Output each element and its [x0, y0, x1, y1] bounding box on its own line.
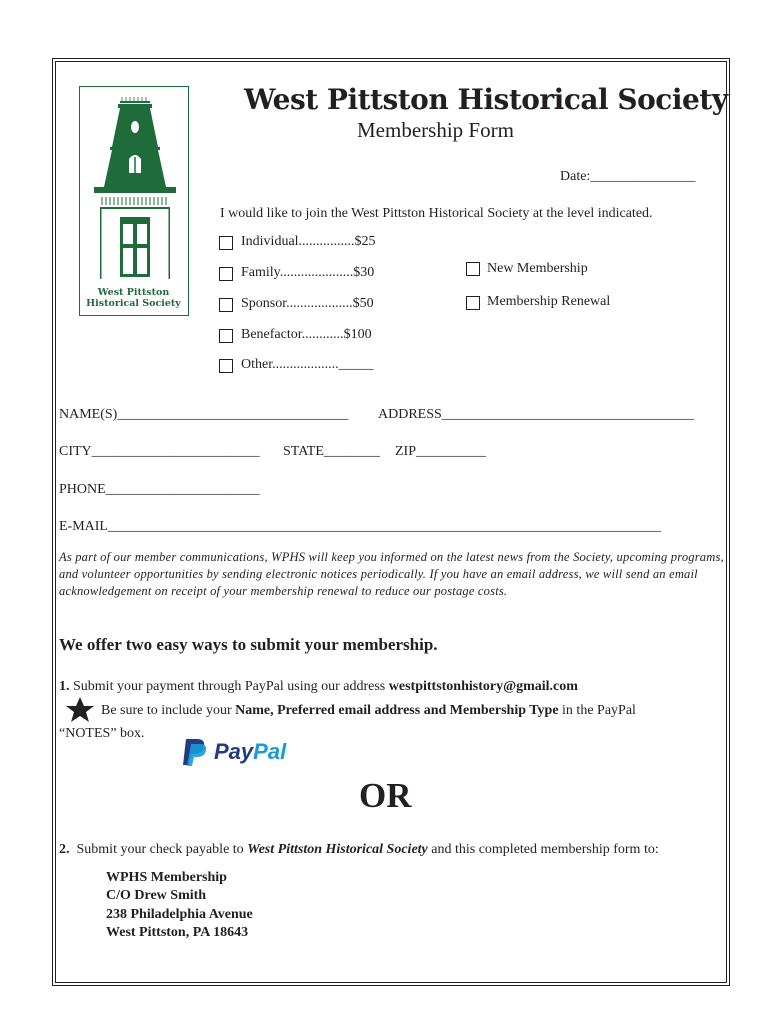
level-benefactor-label: Benefactor............$100 — [241, 327, 372, 342]
option2-line — [59, 842, 659, 858]
option1-note-bold: Name, Preferred email address and Membership Type — [235, 703, 559, 718]
or-divider: OR — [359, 776, 412, 815]
page-title: West Pittston Historical Society — [244, 83, 728, 116]
mailing-address-line2: C/O Drew Smith — [106, 888, 207, 903]
checkbox-individual[interactable] — [219, 236, 233, 250]
level-other-label: Other..................._____ — [241, 357, 374, 372]
society-logo — [79, 86, 189, 316]
zip-field[interactable]: ZIP__________ — [395, 444, 486, 459]
email-field[interactable]: E-MAIL_______________________________________________________________________________ — [59, 519, 661, 534]
checkbox-new-membership[interactable] — [466, 262, 480, 276]
address-field[interactable]: ADDRESS____________________________________ — [378, 407, 694, 422]
city-field[interactable]: CITY________________________ — [59, 444, 260, 459]
level-individual-label: Individual................$25 — [241, 234, 376, 249]
membership-renewal-label: Membership Renewal — [487, 294, 611, 309]
paypal-wordmark: PayPal — [214, 739, 287, 764]
submit-heading: We offer two easy ways to submit your membership. — [59, 635, 438, 654]
state-field[interactable]: STATE________ — [283, 444, 380, 459]
checkbox-membership-renewal[interactable] — [466, 296, 480, 310]
option1-note — [101, 703, 636, 719]
option1-line — [59, 679, 578, 695]
option2-payee: West Pittston Historical Society — [247, 842, 428, 857]
date-field[interactable]: Date:_______________ — [560, 169, 696, 184]
logo-text-line2: Historical Society — [86, 298, 181, 309]
building-tower-icon — [80, 87, 187, 314]
option1-text: Submit your payment through PayPal using our address — [69, 679, 389, 694]
mailing-address-line1: WPHS Membership — [106, 870, 227, 885]
option2-number: 2. — [59, 842, 70, 857]
paypal-email[interactable]: westpittstonhistory@gmail.com — [388, 679, 578, 694]
phone-field[interactable]: PHONE______________________ — [59, 482, 260, 497]
option2-text-b: and this completed membership form to: — [427, 842, 659, 857]
checkbox-family[interactable] — [219, 267, 233, 281]
level-sponsor-label: Sponsor...................$50 — [241, 296, 374, 311]
mailing-address-line4: West Pittston, PA 18643 — [106, 925, 249, 940]
level-family-label: Family.....................$30 — [241, 265, 375, 280]
intro-text: I would like to join the West Pittston Historical Society at the level indicated. — [220, 206, 653, 221]
option1-note-b: in the PayPal — [558, 703, 636, 718]
new-membership-label: New Membership — [487, 261, 588, 276]
option1-note-notes: “NOTES” box. — [59, 726, 145, 741]
names-field[interactable]: NAME(S)_________________________________ — [59, 407, 349, 422]
star-icon — [63, 697, 97, 723]
paypal-p-icon — [182, 737, 208, 767]
checkbox-other[interactable] — [219, 359, 233, 373]
option2-text-a: Submit your check payable to — [69, 842, 248, 857]
mailing-address-line3: 238 Philadelphia Avenue — [106, 907, 253, 922]
checkbox-sponsor[interactable] — [219, 298, 233, 312]
form-subtitle: Membership Form — [357, 118, 514, 142]
communications-note: As part of our member communications, WPHS will keep you informed on the latest news from the Society, upcoming programs, and volunteer opportunities by sending electronic notices periodically. If you have an email address, we will send an email acknowledgement on receipt of your membership renewal to reduce our postage costs. — [59, 550, 724, 598]
option1-number: 1. — [59, 679, 70, 694]
checkbox-benefactor[interactable] — [219, 329, 233, 343]
option1-note-a: Be sure to include your — [101, 703, 236, 718]
logo-text-line1: West Pittston — [97, 287, 170, 298]
